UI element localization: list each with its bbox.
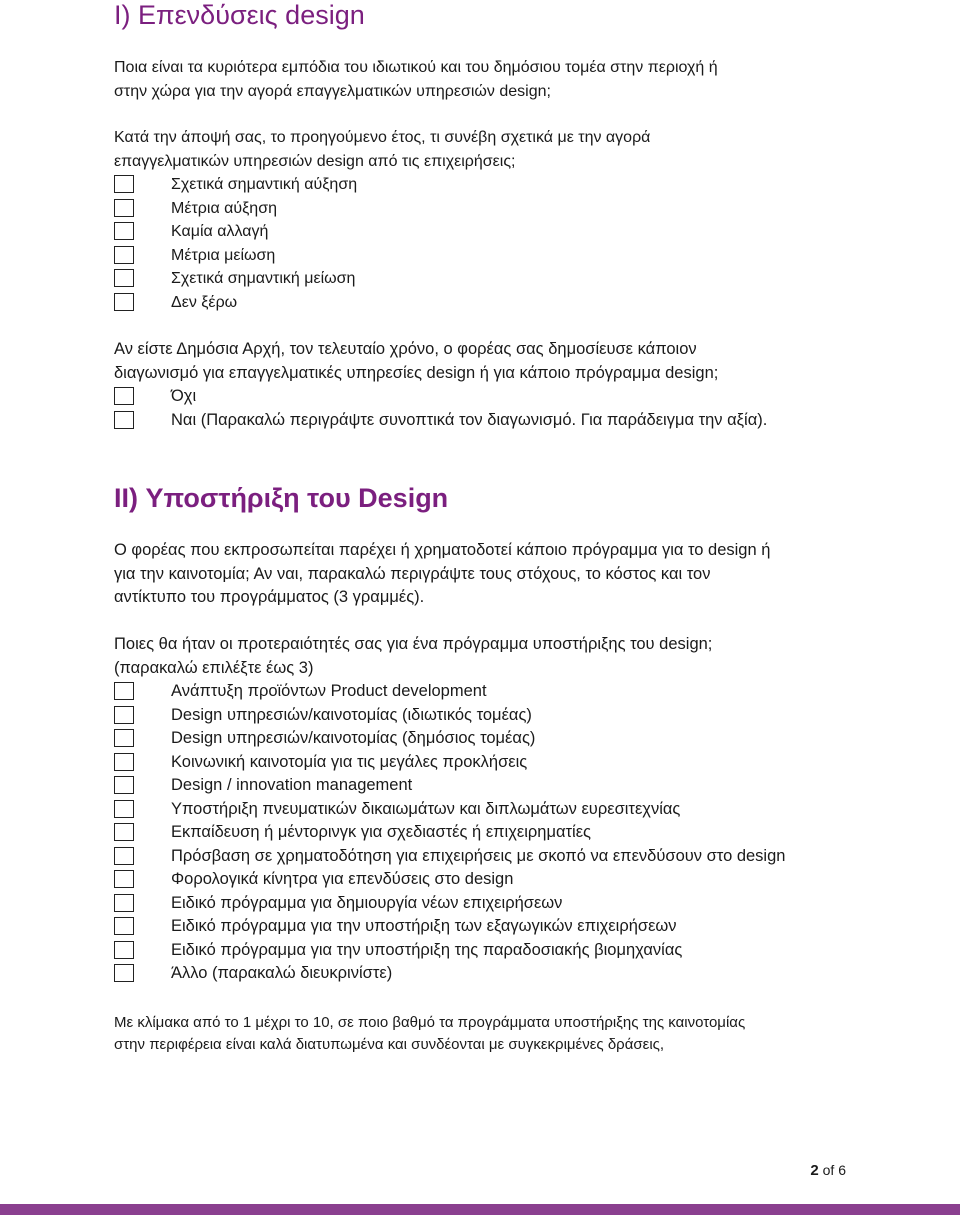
checkbox[interactable] (114, 823, 134, 841)
text-line: στην χώρα για την αγορά επαγγελματικών υπηρεσιών design; (114, 82, 551, 100)
option-label: Design υπηρεσιών/καινοτομίας (ιδιωτικός τομέας) (171, 705, 532, 724)
text-line: επαγγελματικών υπηρεσιών design από τις επιχειρήσεις; (114, 152, 516, 170)
option-label: Ειδικό πρόγραμμα για την υποστήριξη της παραδοσιακής βιομηχανίας (171, 940, 683, 959)
section2-heading: II) Υποστήριξη του Design (114, 483, 449, 513)
text-line: Ο φορέας που εκπροσωπείται παρέχει ή χρηματοδοτεί κάποιο πρόγραμμα για το design ή (114, 541, 771, 559)
option-label: Ναι (Παρακαλώ περιγράψτε συνοπτικά τον διαγωνισμό. Για παράδειγμα την αξία). (171, 410, 768, 429)
of-label: of (822, 1162, 835, 1178)
option-item (171, 409, 767, 433)
option-item (171, 751, 785, 775)
checkbox[interactable] (114, 941, 134, 959)
checkbox[interactable] (114, 199, 134, 217)
section1-q3-options (171, 385, 767, 432)
option-item (171, 197, 357, 221)
option-item (171, 915, 785, 939)
option-label: Εκπαίδευση ή μέντορινγκ για σχεδιαστές ή επιχειρηματίες (171, 823, 592, 841)
option-label: Σχετικά σημαντική μείωση (171, 270, 356, 287)
checkbox[interactable] (114, 387, 134, 405)
checkbox[interactable] (114, 753, 134, 771)
section2-question-1 (114, 539, 770, 610)
option-label: Design / innovation management (171, 776, 413, 794)
text-line: στην περιφέρεια είναι καλά διατυπωμένα και συνδέονται με συγκεκριμένες δράσεις, (114, 1036, 665, 1053)
checkbox[interactable] (114, 776, 134, 794)
text-line: Ποια είναι τα κυριότερα εμπόδια του ιδιωτικού και του δημόσιου τομέα στην περιοχή ή (114, 59, 718, 76)
option-label: Δεν ξέρω (171, 293, 238, 311)
text-line: (παρακαλώ επιλέξτε έως 3) (114, 658, 314, 677)
section2-question-3 (114, 1012, 745, 1056)
option-label: Καμία αλλαγή (171, 223, 269, 240)
option-label: Ανάπτυξη προϊόντων Product development (171, 682, 487, 700)
option-label: Φορολογικά κίνητρα για επενδύσεις στο design (171, 870, 514, 888)
section1-question-2 (114, 126, 650, 173)
option-label: Πρόσβαση σε χρηματοδότηση για επιχειρήσεις με σκοπό να επενδύσουν στο design (171, 846, 786, 865)
section1-question-3 (114, 338, 718, 385)
option-label: Άλλο (παρακαλώ διευκρινίστε) (171, 964, 393, 982)
section1-question-1 (114, 56, 718, 103)
checkbox[interactable] (114, 729, 134, 747)
option-item (171, 173, 357, 197)
checkbox[interactable] (114, 870, 134, 888)
option-item (171, 680, 785, 704)
option-label: Ειδικό πρόγραμμα για δημιουργία νέων επιχειρήσεων (171, 893, 563, 912)
option-item (171, 267, 357, 291)
text-line: Ποιες θα ήταν οι προτεραιότητές σας για ένα πρόγραμμα υποστήριξης του design; (114, 635, 713, 653)
total-pages: 6 (838, 1162, 846, 1178)
text-line: αντίκτυπο του προγράμματος (3 γραμμές). (114, 588, 425, 606)
option-label: Μέτρια μείωση (171, 246, 276, 264)
page-number (810, 1162, 846, 1179)
checkbox[interactable] (114, 293, 134, 311)
section1-q2-options (171, 173, 357, 314)
text-line: Αν είστε Δημόσια Αρχή, τον τελευταίο χρόνο, ο φορέας σας δημοσίευσε κάποιον (114, 340, 697, 358)
current-page: 2 (810, 1162, 819, 1179)
footer-bar (0, 1204, 960, 1215)
checkbox[interactable] (114, 894, 134, 912)
option-label: Όχι (171, 387, 197, 405)
checkbox[interactable] (114, 706, 134, 724)
option-label: Σχετικά σημαντική αύξηση (171, 176, 358, 193)
option-item (171, 220, 357, 244)
option-item (171, 939, 785, 963)
option-item (171, 892, 785, 916)
option-item (171, 385, 767, 409)
checkbox[interactable] (114, 800, 134, 818)
section2-question-2 (114, 633, 712, 680)
text-line: Με κλίμακα από το 1 μέχρι το 10, σε ποιο βαθμό τα προγράμματα υποστήριξης της καινοτομίας (114, 1014, 746, 1031)
option-label: Design υπηρεσιών/καινοτομίας (δημόσιος τομέας) (171, 729, 536, 747)
checkbox[interactable] (114, 917, 134, 935)
option-item (171, 704, 785, 728)
option-item (171, 291, 357, 315)
option-label: Ειδικό πρόγραμμα για την υποστήριξη των εξαγωγικών επιχειρήσεων (171, 917, 677, 935)
option-item (171, 962, 785, 986)
option-item (171, 244, 357, 268)
checkbox[interactable] (114, 222, 134, 240)
option-item (171, 798, 785, 822)
checkbox[interactable] (114, 964, 134, 982)
checkbox[interactable] (114, 175, 134, 193)
text-line: διαγωνισμό για επαγγελματικές υπηρεσίες design ή για κάποιο πρόγραμμα design; (114, 363, 719, 382)
checkbox[interactable] (114, 246, 134, 264)
option-item (171, 868, 785, 892)
option-item (171, 821, 785, 845)
option-item (171, 774, 785, 798)
checkbox[interactable] (114, 411, 134, 429)
option-label: Μέτρια αύξηση (171, 199, 277, 217)
checkbox[interactable] (114, 269, 134, 287)
checkbox[interactable] (114, 847, 134, 865)
section1-heading: I) Επενδύσεις design (114, 0, 365, 30)
option-label: Υποστήριξη πνευματικών δικαιωμάτων και διπλωμάτων ευρεσιτεχνίας (171, 799, 681, 818)
option-label: Κοινωνική καινοτομία για τις μεγάλες προκλήσεις (171, 752, 528, 771)
text-line: Κατά την άποψή σας, το προηγούμενο έτος, τι συνέβη σχετικά με την αγορά (114, 129, 651, 146)
option-item (171, 727, 785, 751)
option-item (171, 845, 785, 869)
checkbox[interactable] (114, 682, 134, 700)
section2-q2-options (171, 680, 785, 986)
text-line: για την καινοτομία; Αν ναι, παρακαλώ περιγράψτε τους στόχους, το κόστος και τον (114, 564, 711, 583)
